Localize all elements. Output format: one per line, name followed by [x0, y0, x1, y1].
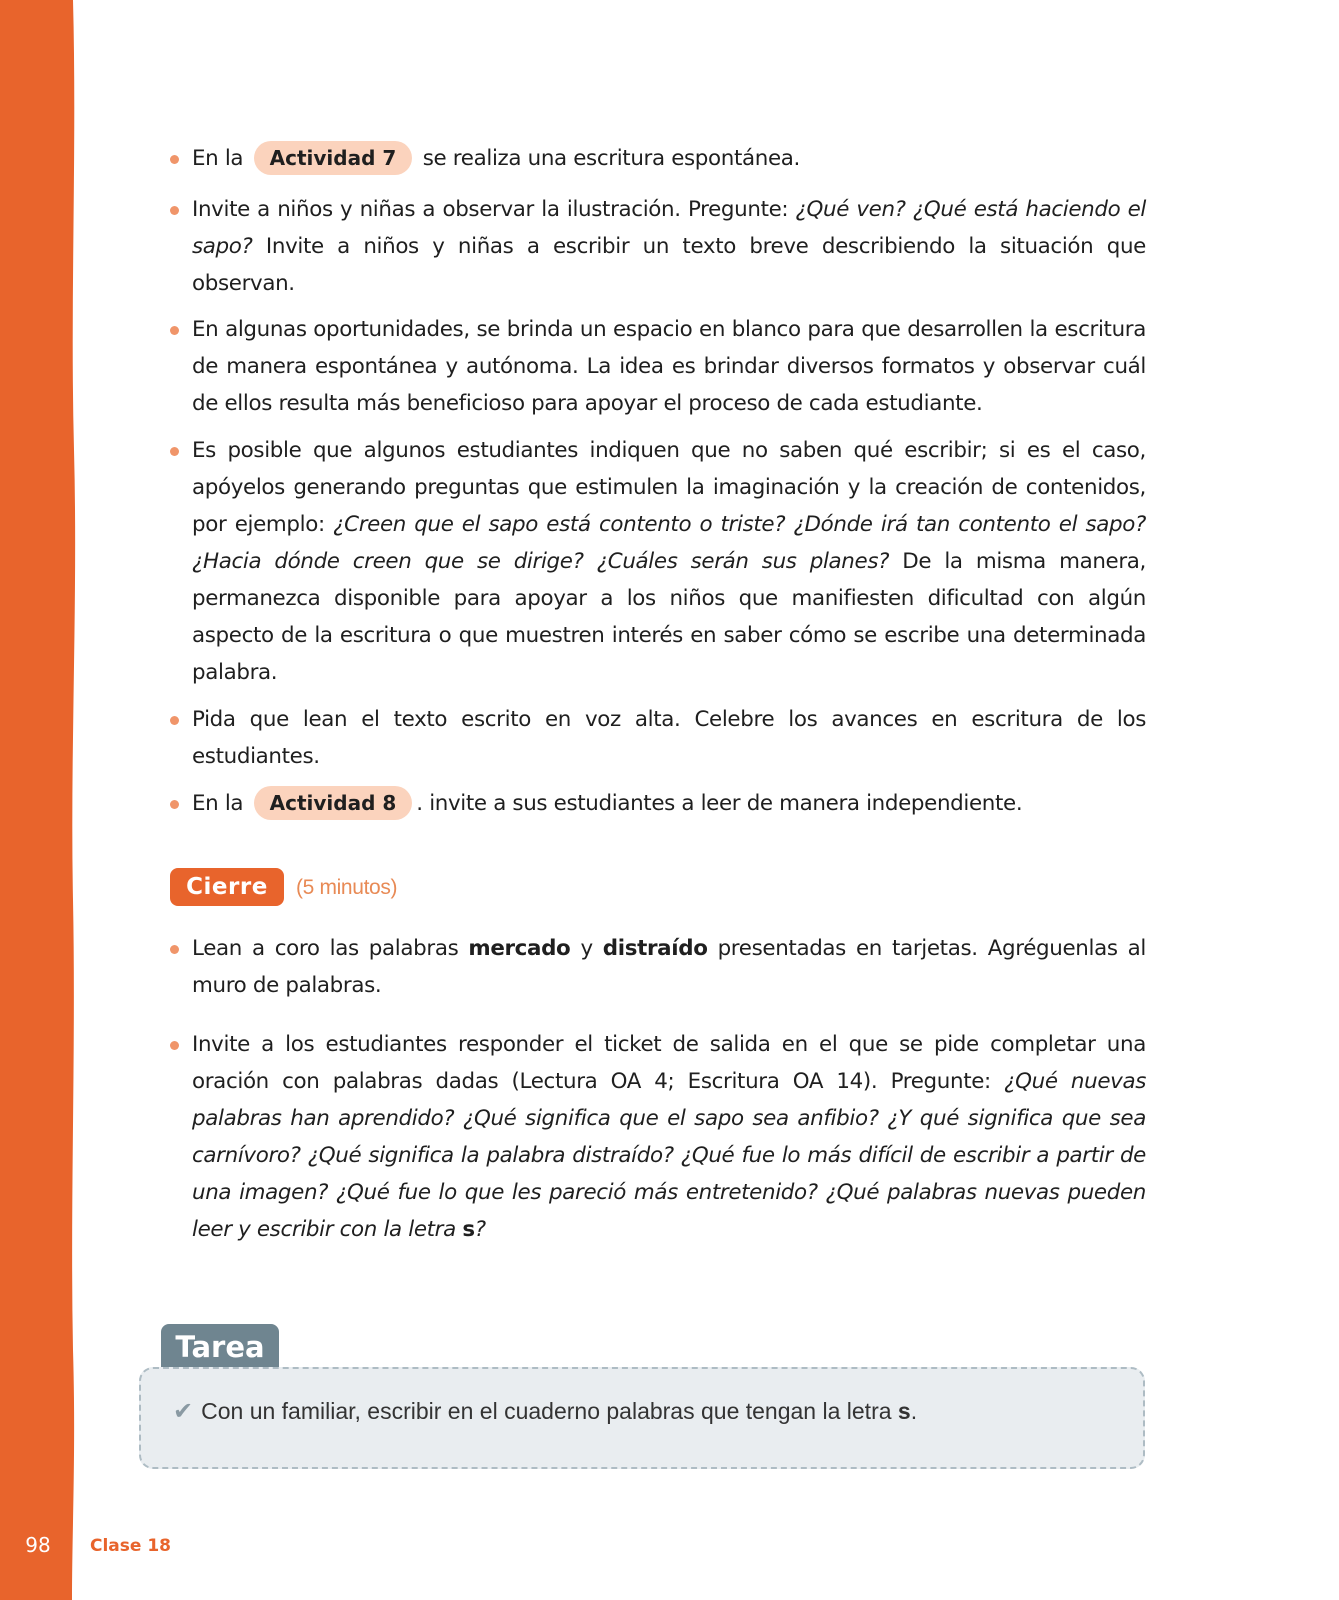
activity-7-tag: Actividad 7 — [254, 141, 413, 175]
text: se realiza una escritura espontánea. — [422, 146, 800, 171]
question: ¿Qué ven? ¿Qué está haciendo el sapo? — [192, 197, 1146, 259]
tarea-item — [173, 1397, 917, 1426]
tarea-tab: Tarea — [161, 1324, 279, 1368]
letter: s — [462, 1217, 475, 1242]
list-item — [170, 432, 1146, 691]
text: Es posible que algunos estudiantes indiquen que no saben qué escribir; si es el caso, apóyelos generando preguntas que estimulen la imaginación y la creación de contenidos, por ejemplo: — [192, 438, 1146, 537]
list-item — [170, 785, 1146, 822]
cierre-label: Cierre — [170, 868, 284, 906]
text: y — [570, 936, 603, 961]
questions: ¿Creen que el sapo está contento o triste? ¿Dónde irá tan contento el sapo? ¿Hacia dónde creen que se dirige? ¿Cuáles serán sus planes? — [192, 512, 1146, 574]
activity-8-tag: Actividad 8 — [254, 786, 413, 820]
text: presentadas en tarjetas. Agréguenlas al muro de palabras. — [192, 936, 1146, 998]
list-item — [170, 191, 1146, 302]
tarea-text: Con un familiar, escribir en el cuaderno palabras que tengan la letra — [201, 1398, 898, 1424]
text: . invite a sus estudiantes a leer de manera independiente. — [416, 791, 1023, 816]
text: . — [910, 1398, 918, 1424]
word: distraído — [602, 936, 708, 961]
footer-class: Clase 18 — [90, 1536, 171, 1556]
closing-list — [170, 930, 1146, 1248]
list-item — [170, 311, 1146, 422]
text: Invite a niños y niñas a observar la ilustración. Pregunte: — [192, 197, 796, 222]
list-item — [170, 140, 1146, 177]
cierre-header — [170, 868, 1146, 906]
side-band — [0, 0, 80, 1600]
questions: ¿Qué nuevas palabras han aprendido? ¿Qué significa que el sapo sea anfibio? ¿Y qué significa que sea carnívoro? ¿Qué significa la palabra distraído? ¿Qué fue lo más difícil de escribir a partir de una imagen? ¿Qué fue lo que les pareció más entretenido? ¿Qué palabras nuevas pueden leer y escribir con la letra — [192, 1069, 1146, 1242]
text: De la misma manera, permanezca disponible para apoyar a los niños que manifiesten dificultad con algún aspecto de la escritura o que muestren interés en saber cómo se escribe una determinada palabra. — [192, 549, 1146, 685]
text: En la — [192, 791, 244, 816]
list-item — [170, 930, 1146, 1004]
text: Pida que lean el texto escrito en voz alta. Celebre los avances en escritura de los estudiantes. — [192, 707, 1146, 769]
content — [170, 140, 1146, 1248]
development-list — [170, 140, 1146, 822]
list-item — [170, 701, 1146, 775]
text: ? — [474, 1217, 486, 1242]
letter: s — [897, 1398, 911, 1424]
list-item — [170, 1026, 1146, 1248]
text: Lean a coro las palabras — [192, 936, 469, 961]
word: mercado — [468, 936, 571, 961]
tarea-box — [139, 1367, 1145, 1469]
check-icon: ✔ — [173, 1398, 194, 1425]
cierre-time: (5 minutos) — [296, 875, 398, 899]
page-number: 98 — [25, 1533, 51, 1557]
text: Invite a niños y niñas a escribir un texto breve describiendo la situación que observan. — [192, 234, 1146, 296]
text: En algunas oportunidades, se brinda un espacio en blanco para que desarrollen la escritura de manera espontánea y autónoma. La idea es brindar diversos formatos y observar cuál de ellos resulta más beneficioso para apoyar el proceso de cada estudiante. — [192, 317, 1146, 416]
text: Invite a los estudiantes responder el ticket de salida en el que se pide completar una oración con palabras dadas (Lectura OA 4; Escritura OA 14). Pregunte: — [192, 1032, 1146, 1094]
text: En la — [192, 146, 244, 171]
